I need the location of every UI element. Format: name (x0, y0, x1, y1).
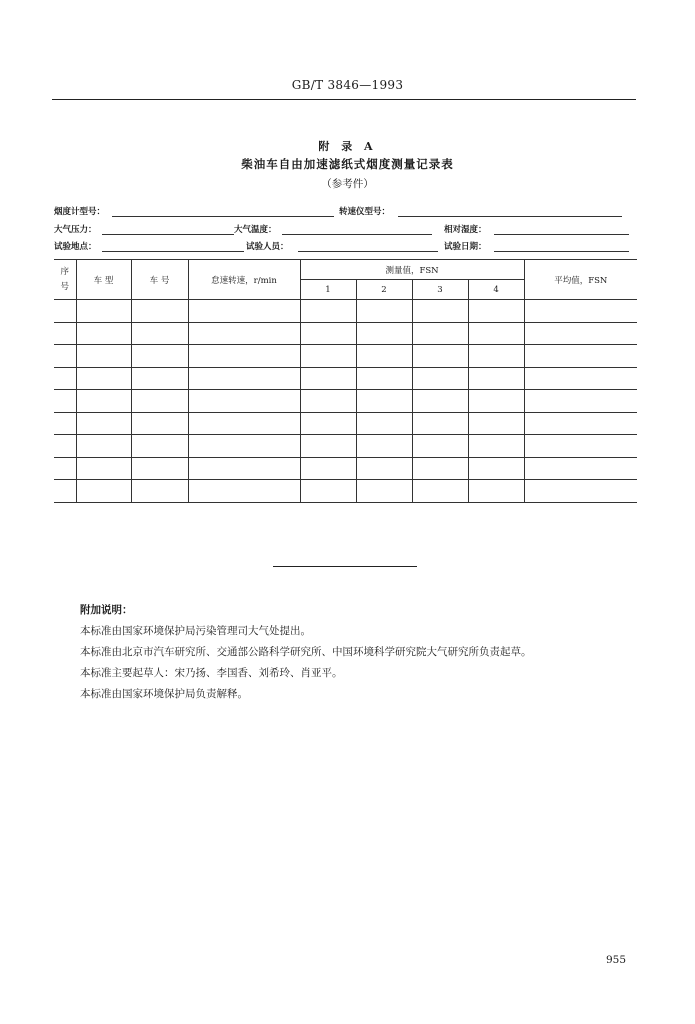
table-cell[interactable] (131, 457, 188, 480)
table-cell[interactable] (356, 390, 412, 413)
table-cell[interactable] (468, 435, 524, 458)
table-cell[interactable] (524, 367, 637, 390)
table-cell[interactable] (412, 480, 468, 503)
field-input-smoke-meter[interactable] (112, 216, 334, 217)
table-cell[interactable] (300, 457, 356, 480)
standard-code: GB/T 3846—1993 (291, 78, 404, 92)
table-cell[interactable] (356, 367, 412, 390)
table-cell[interactable] (356, 457, 412, 480)
sub-col-header-4: 4 (468, 280, 524, 300)
table-cell[interactable] (188, 345, 300, 368)
field-label-personnel: 试验人员： (246, 242, 289, 252)
note-line: 本标准由国家环境保护局污染管理司大气处提出。 (80, 625, 311, 637)
table-row (54, 345, 637, 368)
field-row-2 (54, 223, 637, 237)
table-cell[interactable] (131, 367, 188, 390)
table-row (54, 480, 637, 503)
field-label-pressure: 大气压力： (54, 225, 97, 235)
table-cell[interactable] (412, 390, 468, 413)
field-input-temperature[interactable] (282, 234, 432, 235)
field-row-1 (54, 205, 637, 219)
table-cell[interactable] (300, 390, 356, 413)
table-cell[interactable] (54, 322, 76, 345)
table-cell[interactable] (356, 300, 412, 323)
table-row (54, 367, 637, 390)
table-cell[interactable] (76, 412, 131, 435)
form-title: 柴油车自由加速滤纸式烟度测量记录表 (241, 157, 454, 171)
table-cell[interactable] (356, 322, 412, 345)
table-cell[interactable] (76, 457, 131, 480)
table-cell[interactable] (188, 435, 300, 458)
field-label-tachometer: 转速仪型号： (339, 207, 391, 217)
table-cell[interactable] (412, 300, 468, 323)
form-subtitle: （参考件） (321, 178, 374, 190)
col-header-seq: 序 号 (54, 260, 76, 300)
table-row (54, 435, 637, 458)
field-input-tachometer[interactable] (398, 216, 622, 217)
field-label-smoke-meter: 烟度计型号： (54, 207, 106, 217)
table-cell[interactable] (412, 345, 468, 368)
table-row (54, 300, 637, 323)
note-line: 本标准主要起草人：宋乃扬、李国香、刘希玲、肖亚平。 (80, 667, 343, 679)
table-row (54, 322, 637, 345)
page-number: 955 (606, 954, 627, 966)
additional-notes (80, 600, 532, 705)
table-cell[interactable] (524, 480, 637, 503)
table-cell[interactable] (54, 480, 76, 503)
table-row (54, 457, 637, 480)
table-cell[interactable] (131, 322, 188, 345)
table-cell[interactable] (76, 345, 131, 368)
table-cell[interactable] (54, 345, 76, 368)
field-input-pressure[interactable] (102, 234, 234, 235)
table-cell[interactable] (76, 322, 131, 345)
table-cell[interactable] (188, 367, 300, 390)
field-input-date[interactable] (494, 251, 629, 252)
table-cell[interactable] (356, 435, 412, 458)
table-cell[interactable] (76, 367, 131, 390)
table-cell[interactable] (300, 300, 356, 323)
table-cell[interactable] (188, 480, 300, 503)
section-divider (273, 566, 417, 567)
table-cell[interactable] (412, 367, 468, 390)
table-cell[interactable] (524, 457, 637, 480)
field-row-3 (54, 240, 637, 254)
field-input-humidity[interactable] (494, 234, 629, 235)
table-cell[interactable] (188, 322, 300, 345)
table-cell[interactable] (76, 390, 131, 413)
table-cell[interactable] (76, 300, 131, 323)
note-line: 本标准由北京市汽车研究所、交通部公路科学研究所、中国环境科学研究院大气研究所负责起草。 (80, 646, 532, 658)
table-cell[interactable] (188, 300, 300, 323)
table-cell[interactable] (468, 322, 524, 345)
table-row (54, 390, 637, 413)
record-table (54, 259, 637, 503)
table-cell[interactable] (76, 435, 131, 458)
table-cell[interactable] (524, 390, 637, 413)
table-cell[interactable] (54, 300, 76, 323)
table-cell[interactable] (524, 435, 637, 458)
table-cell[interactable] (54, 390, 76, 413)
table-cell[interactable] (356, 412, 412, 435)
table-cell[interactable] (468, 480, 524, 503)
table-cell[interactable] (188, 457, 300, 480)
table-cell[interactable] (468, 412, 524, 435)
table-cell[interactable] (524, 300, 637, 323)
col-header-measured: 测量值，FSN (300, 260, 524, 280)
table-cell[interactable] (76, 480, 131, 503)
field-label-location: 试验地点： (54, 242, 97, 252)
table-cell[interactable] (54, 435, 76, 458)
table-cell[interactable] (356, 480, 412, 503)
table-cell[interactable] (412, 322, 468, 345)
sub-col-header-1: 1 (300, 280, 356, 300)
col-header-idle-speed: 怠速转速，r/min (188, 260, 300, 300)
field-label-humidity: 相对湿度： (444, 225, 487, 235)
field-label-temperature: 大气温度： (234, 225, 277, 235)
table-cell[interactable] (54, 367, 76, 390)
notes-heading: 附加说明： (80, 604, 133, 616)
table-cell[interactable] (54, 457, 76, 480)
table-cell[interactable] (524, 322, 637, 345)
table-cell[interactable] (300, 480, 356, 503)
col-header-average: 平均值，FSN (524, 260, 637, 300)
table-cell[interactable] (300, 322, 356, 345)
table-cell[interactable] (131, 390, 188, 413)
appendix-label: 附 录 A (318, 140, 377, 153)
table-cell[interactable] (412, 435, 468, 458)
field-input-location[interactable] (102, 251, 244, 252)
table-cell[interactable] (468, 345, 524, 368)
table-cell[interactable] (131, 412, 188, 435)
header-rule (52, 99, 636, 100)
table-cell[interactable] (300, 367, 356, 390)
table-cell[interactable] (468, 390, 524, 413)
col-header-plate: 车 号 (131, 260, 188, 300)
table-cell[interactable] (300, 412, 356, 435)
table-cell[interactable] (54, 412, 76, 435)
note-line: 本标准由国家环境保护局负责解释。 (80, 688, 248, 700)
table-cell[interactable] (131, 435, 188, 458)
table-cell[interactable] (300, 435, 356, 458)
table-cell[interactable] (412, 457, 468, 480)
sub-col-header-2: 2 (356, 280, 412, 300)
table-cell[interactable] (131, 480, 188, 503)
table-cell[interactable] (468, 457, 524, 480)
table-cell[interactable] (300, 345, 356, 368)
field-label-date: 试验日期： (444, 242, 487, 252)
table-cell[interactable] (188, 390, 300, 413)
table-cell[interactable] (468, 300, 524, 323)
table-row (54, 412, 637, 435)
table-cell[interactable] (524, 345, 637, 368)
table-cell[interactable] (524, 412, 637, 435)
table-cell[interactable] (412, 412, 468, 435)
table-cell[interactable] (468, 367, 524, 390)
table-cell[interactable] (356, 345, 412, 368)
table-cell[interactable] (188, 412, 300, 435)
table-cell[interactable] (131, 345, 188, 368)
field-input-personnel[interactable] (298, 251, 438, 252)
col-header-model: 车 型 (76, 260, 131, 300)
table-cell[interactable] (131, 300, 188, 323)
sub-col-header-3: 3 (412, 280, 468, 300)
